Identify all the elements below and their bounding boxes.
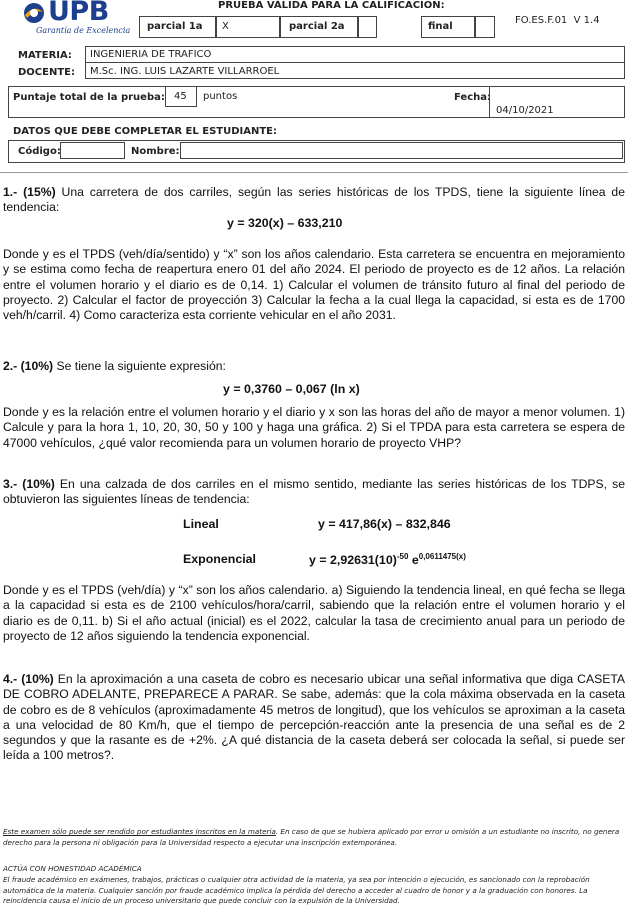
question-2-body: Donde y es la relación entre el volumen horario y el diario y x son las horas del año de mayor a menor volumen. 1) Calcule y para la hora 1, 10, 20, 30, 50 y 100 y haga una gráfica. 2) Si el TPDA para esta carretera se espera de 47000 vehículos, ¿qué valor recomienda para un volumen horario de proyecto VHP? xyxy=(3,405,625,450)
docente-label: DOCENTE: xyxy=(18,67,75,78)
puntaje-unit: puntos xyxy=(203,91,238,102)
puntaje-value: 45 xyxy=(174,91,187,102)
question-3-exp-sup1: -50 xyxy=(396,552,409,561)
question-3-exp-label: Exponencial xyxy=(183,552,256,566)
puntaje-label: Puntaje total de la prueba: xyxy=(13,92,165,103)
question-3-exp-sup2: 0,0611475(x) xyxy=(418,552,466,561)
question-2-number: 2.- (10%) xyxy=(3,359,54,373)
question-3-exp-e: e xyxy=(408,553,419,568)
footer-honesty-title: ACTÚA CON HONESTIDAD ACADÉMICA xyxy=(3,864,142,873)
exam-type-final-label: final xyxy=(428,21,453,32)
question-2-intro xyxy=(3,359,625,374)
question-3-exp-equation xyxy=(309,552,466,567)
question-3-body: Donde y es el TPDS (veh/día) y “x” son los años calendario. a) Siguiendo la tendencia lineal, en qué fecha se llega a la capacidad si esta es de 2100 vehículos/hora/carril, sabiendo que la relación entre el volumen horario y el diario es de 0,11. b) Si el año actual (inicial) es el 2022, calcular la tasa de crecimiento anual para un periodo de proyecto de 12 años siguiendo la tendencia exponencial. xyxy=(3,583,625,643)
exam-type-final-checkbox[interactable] xyxy=(475,16,495,38)
question-3-lineal-label: Lineal xyxy=(183,517,219,531)
question-1-body: Donde y es el TPDS (veh/día/sentido) y “x” son los años calendario. Esta carretera se encuentra en mejoramiento y se estima como fecha de reapertura enero 01 del año 2024. El periodo de proyecto es de 12 años. La relación entre el volumen horario y el diario es de 0,14. 1) Calcular el volumen de tránsito futuro al final del periodo de proyecto. 2) Calcular el factor de proyección 3) Calcular la fecha a la cual llega la capacidad, si esta es de 1700 veh/h/carril. 4) Como caracteriza esta corriente vehicular en el año 2031. xyxy=(3,247,625,323)
question-3-intro xyxy=(3,477,625,508)
question-1-number: 1.- (15%) xyxy=(3,185,56,199)
exam-type-parcial2-checkbox[interactable] xyxy=(358,16,377,38)
upb-logo xyxy=(22,0,132,38)
footer-honesty-text: El fraude académico en exámenes, trabajos, prácticas o cualquier otra actividad de la materia, ya sea por intención o ejecución, es sancionado con la reprobación automática de la materia. Cualquier sanción por fraude académico implica la pérdida del derecho a acceder al cuadro de honor y a la graduación con honores. La reincidencia causa el inicio de un proceso universitario que puede concluir con la expulsión de la Universidad. xyxy=(3,875,590,905)
form-code: FO.ES.F.01 V 1.4 xyxy=(515,15,600,26)
logo-tagline: Garantía de Excelencia xyxy=(36,26,131,35)
docente-value: M.Sc. ING. LUIS LAZARTE VILLARROEL xyxy=(90,66,280,77)
fecha-value: 04/10/2021 xyxy=(496,105,554,116)
upb-emblem-icon xyxy=(22,2,46,24)
footer-note-underlined: Este examen sólo puede ser rendido por estudiantes inscritos en la materia xyxy=(3,827,276,836)
exam-type-parcial2-label: parcial 2a xyxy=(289,21,345,32)
student-section-title: DATOS QUE DEBE COMPLETAR EL ESTUDIANTE: xyxy=(13,126,277,137)
validity-title: PRUEBA VÁLIDA PARA LA CALIFICACIÓN: xyxy=(218,0,445,11)
logo-text: UPB xyxy=(48,0,109,27)
header-divider xyxy=(0,172,628,173)
codigo-label: Código: xyxy=(18,146,61,157)
footer-note-rest: . En caso de que se hubiera aplicado por error u omisión a un estudiante no inscrito, no genera derecho para la persona ni obligación para la Universidad respecto a ejecutar una inscripción extemporánea. xyxy=(3,827,620,847)
nombre-input[interactable] xyxy=(180,142,623,159)
footer-enrollment-note xyxy=(3,827,625,848)
codigo-input[interactable] xyxy=(60,142,125,159)
question-2-equation: y = 0,3760 – 0,067 (ln x) xyxy=(223,382,360,396)
question-3-intro-text: En una calzada de dos carriles en el mismo sentido, mediante las series históricas de los TDPS, se obtuvieron las siguientes líneas de tendencia: xyxy=(3,477,626,507)
materia-label: MATERIA: xyxy=(18,50,72,61)
question-1-equation: y = 320(x) – 633,210 xyxy=(227,216,343,230)
question-1-intro xyxy=(3,185,625,216)
fecha-label: Fecha: xyxy=(454,92,492,103)
nombre-label: Nombre: xyxy=(131,146,180,157)
exam-type-parcial1-mark: X xyxy=(222,21,229,32)
question-2-intro-text: Se tiene la siguiente expresión: xyxy=(56,359,226,373)
exam-type-parcial1-label: parcial 1a xyxy=(147,21,203,32)
question-4-number: 4.- (10%) xyxy=(3,672,54,686)
question-3-lineal-equation: y = 417,86(x) – 832,846 xyxy=(318,517,451,531)
question-4-intro-text: En la aproximación a una caseta de cobro es necesario ubicar una señal informativa que diga CASETA DE COBRO ADELANTE, PREPARECE A PARAR. Se sabe, además: que la cola máxima observada en la caseta de cobro es de 8 vehículos (aproximadamente 45 metros de longitud), que los vehículos se aproximan a la caseta a una velocidad de 80 Km/h, que el tiempo de percepción-reacción ante la presencia de una señal es de 2 segundos y que la rasante es de +2%. ¿A qué distancia de la caseta deberá ser colocada la señal, si puede ser leída a 100 metros?. xyxy=(3,672,626,763)
question-1-intro-text: Una carretera de dos carriles, según las series históricas de los TPDS, tiene la siguiente línea de tendencia: xyxy=(3,185,625,215)
question-3-exp-base: y = 2,92631(10) xyxy=(309,553,397,568)
question-3-number: 3.- (10%) xyxy=(3,477,55,491)
materia-value: INGENIERIA DE TRAFICO xyxy=(90,49,212,60)
question-4-text xyxy=(3,672,625,764)
